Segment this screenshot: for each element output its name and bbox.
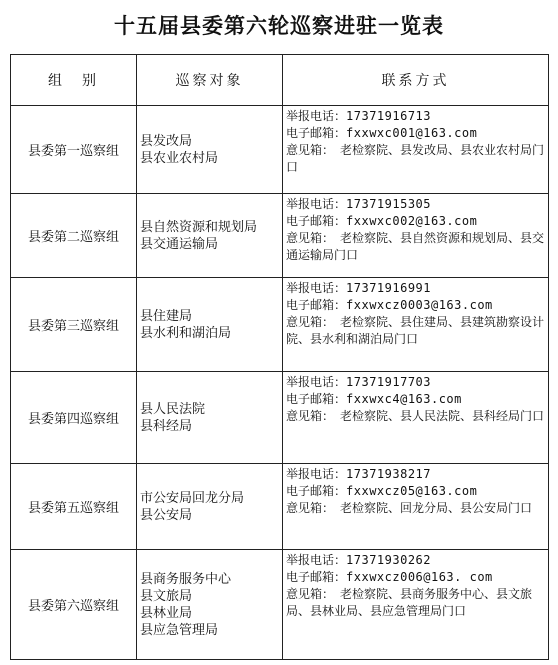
contact-info xyxy=(283,550,549,660)
contact-info xyxy=(283,194,549,278)
suggestion-box-locations: 老检察院、县人民法院、县科经局门口 xyxy=(328,409,545,423)
contact-info xyxy=(283,106,549,194)
target-item: 县自然资源和规划局 xyxy=(140,219,258,235)
email-address[interactable]: fxxwxc4@163.com xyxy=(346,392,462,406)
inspection-targets xyxy=(137,372,283,464)
email-label: 电子邮箱： xyxy=(286,570,347,584)
suggestion-box-label: 意见箱： xyxy=(286,143,329,157)
target-item: 县文旅局 xyxy=(140,588,193,604)
phone-label: 举报电话： xyxy=(286,553,347,567)
suggestion-box-label: 意见箱： xyxy=(286,315,329,329)
inspection-targets xyxy=(137,464,283,550)
email-label: 电子邮箱： xyxy=(286,214,347,228)
email-label: 电子邮箱： xyxy=(286,298,347,312)
target-item: 县交通运输局 xyxy=(140,236,219,252)
group-name: 县委第一巡察组 xyxy=(11,106,137,194)
phone-number: 17371915305 xyxy=(346,197,431,211)
target-item: 县商务服务中心 xyxy=(140,571,232,587)
inspection-table xyxy=(10,54,549,660)
target-item: 市公安局回龙分局 xyxy=(140,490,245,506)
inspection-targets xyxy=(137,550,283,660)
contact-info xyxy=(283,464,549,550)
suggestion-box-locations: 老检察院、县住建局、县建筑勘察设计院、县水利和湖泊局门口 xyxy=(286,315,545,346)
email-address[interactable]: fxxwxcz05@163.com xyxy=(346,484,478,498)
group-name: 县委第三巡察组 xyxy=(11,278,137,372)
phone-number: 17371930262 xyxy=(346,553,431,567)
group-name: 县委第六巡察组 xyxy=(11,550,137,660)
phone-label: 举报电话： xyxy=(286,109,347,123)
suggestion-box-label: 意见箱： xyxy=(286,231,329,245)
suggestion-box-locations: 老检察院、县商务服务中心、县文旅局、县林业局、县应急管理局门口 xyxy=(286,587,533,618)
email-label: 电子邮箱： xyxy=(286,392,347,406)
target-item: 县发改局 xyxy=(140,133,193,149)
phone-label: 举报电话： xyxy=(286,375,347,389)
target-item: 县住建局 xyxy=(140,308,193,324)
target-item: 县公安局 xyxy=(140,507,193,523)
suggestion-box-label: 意见箱： xyxy=(286,501,329,515)
phone-label: 举报电话： xyxy=(286,197,347,211)
target-item: 县农业农村局 xyxy=(140,150,219,166)
suggestion-box-locations: 老检察院、回龙分局、县公安局门口 xyxy=(328,501,533,515)
table-row xyxy=(11,550,549,660)
contact-info xyxy=(283,372,549,464)
target-item: 县科经局 xyxy=(140,418,193,434)
header-targets: 巡察对象 xyxy=(137,55,283,106)
table-row xyxy=(11,278,549,372)
target-item: 县人民法院 xyxy=(140,401,206,417)
table-row xyxy=(11,372,549,464)
header-group: 组 别 xyxy=(11,55,137,106)
email-address[interactable]: fxxwxc002@163.com xyxy=(346,214,478,228)
table-header-row xyxy=(11,55,549,106)
phone-number: 17371938217 xyxy=(346,467,431,481)
header-contact: 联系方式 xyxy=(283,55,549,106)
contact-info xyxy=(283,278,549,372)
suggestion-box-label: 意见箱： xyxy=(286,587,329,601)
phone-number: 17371916991 xyxy=(346,281,431,295)
email-address[interactable]: fxxwxcz0003@163.com xyxy=(346,298,493,312)
target-item: 县水利和湖泊局 xyxy=(140,325,232,341)
suggestion-box-locations: 老检察院、县发改局、县农业农村局门口 xyxy=(286,143,545,174)
phone-number: 17371916713 xyxy=(346,109,431,123)
inspection-targets xyxy=(137,278,283,372)
page-title: 十五届县委第六轮巡察进驻一览表 xyxy=(114,13,444,38)
table-row xyxy=(11,464,549,550)
phone-label: 举报电话： xyxy=(286,467,347,481)
inspection-targets xyxy=(137,194,283,278)
email-label: 电子邮箱： xyxy=(286,126,347,140)
email-address[interactable]: fxxwxc001@163.com xyxy=(346,126,478,140)
group-name: 县委第五巡察组 xyxy=(11,464,137,550)
group-name: 县委第二巡察组 xyxy=(11,194,137,278)
target-item: 县应急管理局 xyxy=(140,622,219,638)
table-row xyxy=(11,194,549,278)
target-item: 县林业局 xyxy=(140,605,193,621)
suggestion-box-locations: 老检察院、县自然资源和规划局、县交通运输局门口 xyxy=(286,231,545,262)
phone-label: 举报电话： xyxy=(286,281,347,295)
table-row xyxy=(11,106,549,194)
email-label: 电子邮箱： xyxy=(286,484,347,498)
phone-number: 17371917703 xyxy=(346,375,431,389)
inspection-targets xyxy=(137,106,283,194)
email-address[interactable]: fxxwxcz006@163. com xyxy=(346,570,493,584)
group-name: 县委第四巡察组 xyxy=(11,372,137,464)
suggestion-box-label: 意见箱： xyxy=(286,409,329,423)
